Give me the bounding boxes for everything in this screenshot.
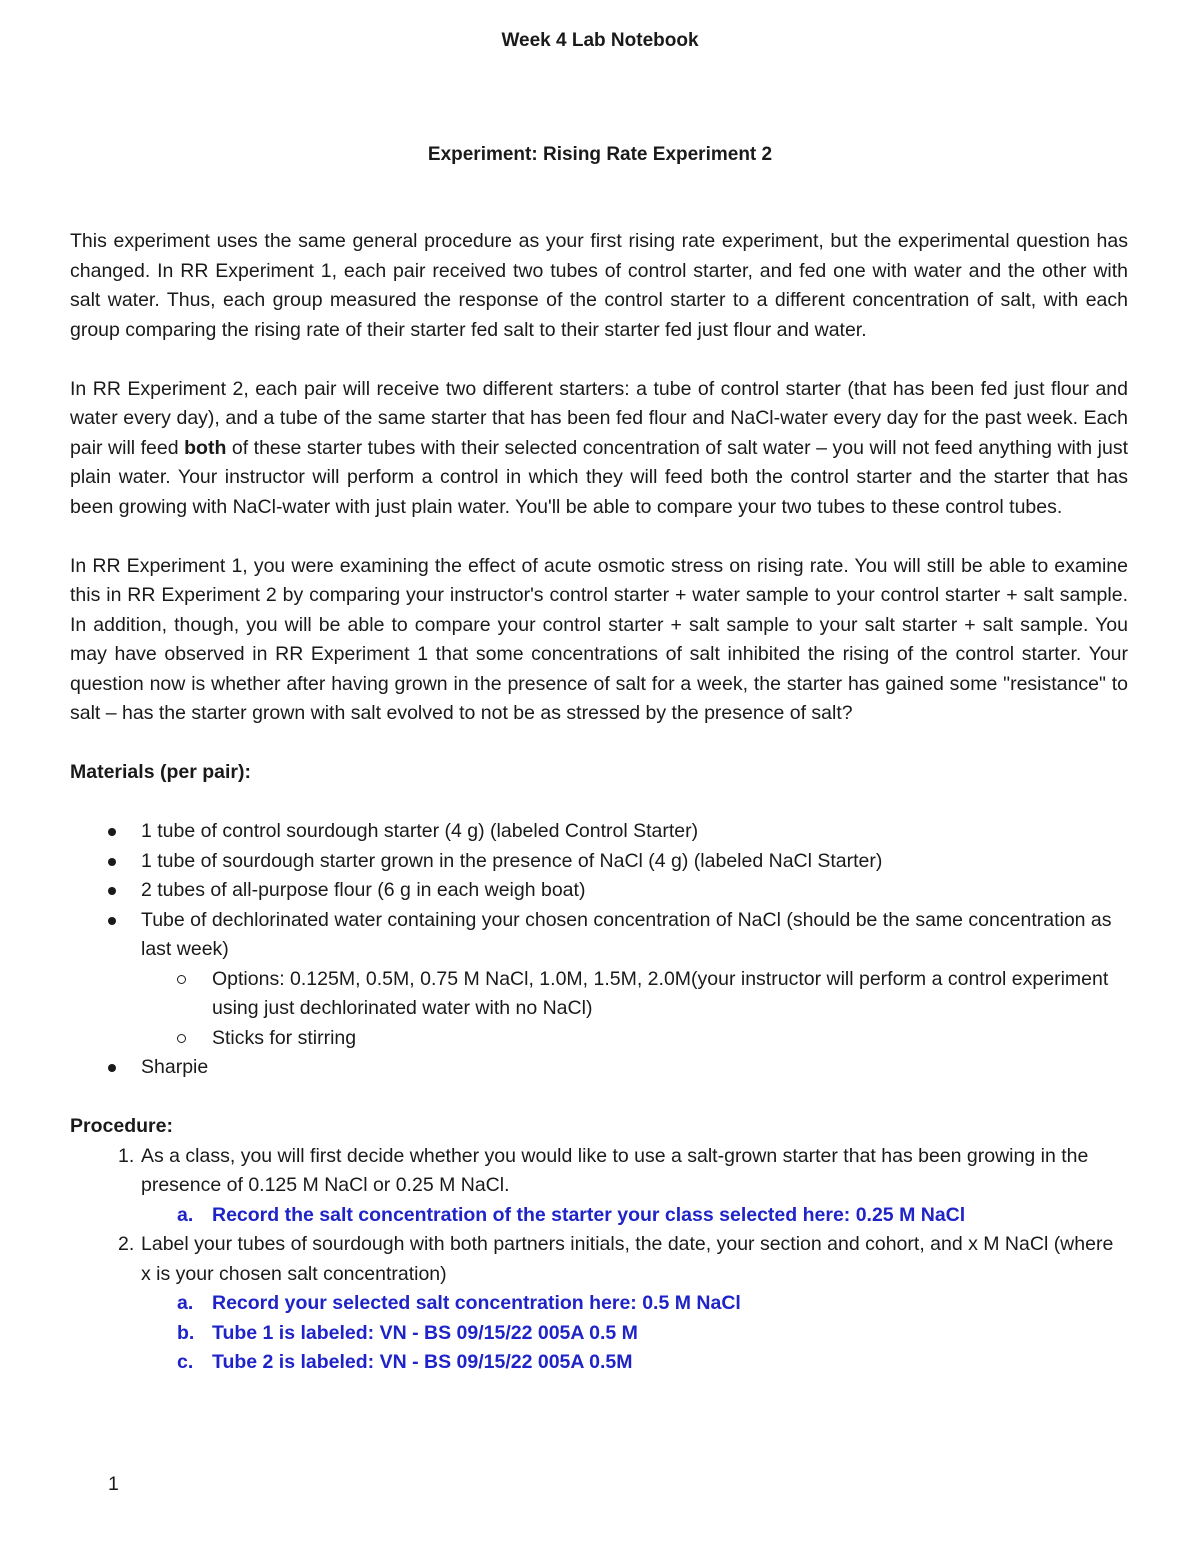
step-text: As a class, you will first decide whether you would like to use a salt-grown starter that has been growing in the presence of 0.125 M NaCl or 0.25 M NaCl. (141, 1144, 1089, 1196)
intro-paragraph-2 (70, 375, 1128, 523)
material-subtext: Options: 0.125M, 0.5M, 0.75 M NaCl, 1.0M, 1.5M, 2.0M(your instructor will perform a control experiment using just dechlorinated water with no NaCl) (212, 967, 1109, 1019)
answer-list (141, 1289, 1128, 1378)
answer-letter: c. (177, 1351, 194, 1373)
list-item (70, 847, 1128, 877)
intro-p2-bold-word: both (184, 436, 227, 459)
page-number: 1 (108, 1473, 119, 1495)
materials-list (70, 817, 1128, 1083)
list-item (141, 1024, 1128, 1054)
intro-p2-text-end: of these starter tubes with their selected concentration of salt water – you will not feed anything with just plain water. Your instructor will perform a control in which they will feed both the control starter and the starter that has been growing with NaCl-water with just plain water. You'll be able to compare your two tubes to these control tubes. (70, 436, 1128, 518)
step-text: Label your tubes of sourdough with both partners initials, the date, your section and cohort, and x M NaCl (where x is your chosen salt concentration) (141, 1233, 1114, 1285)
list-item (70, 1053, 1128, 1083)
procedure-list (70, 1142, 1128, 1378)
document-body (70, 227, 1128, 1378)
material-text: Tube of dechlorinated water containing your chosen concentration of NaCl (should be the same concentration as last week) (141, 908, 1112, 960)
bullet-icon (108, 1064, 116, 1072)
procedure-step (70, 1142, 1128, 1231)
answer-letter: a. (177, 1292, 194, 1314)
answer-letter: b. (177, 1321, 195, 1344)
step-number: 2. (118, 1233, 135, 1255)
procedure-heading: Procedure: (70, 1115, 173, 1137)
materials-heading: Materials (per pair): (70, 761, 251, 783)
answer-text: Tube 1 is labeled: VN - BS 09/15/22 005A 0.5 M (212, 1321, 638, 1344)
intro-paragraph-3: In RR Experiment 1, you were examining the effect of acute osmotic stress on rising rate. You will still be able to examine this in RR Experiment 2 by comparing your instructor's control starter + water sample to your control starter + salt sample. In addition, though, you will be able to compare your control starter + salt sample to your salt starter + salt sample. You may have observed in RR Experiment 1 that some concentrations of salt inhibited the rising of the control starter. Your question now is whether after having grown in the presence of salt for a week, the starter has gained some "resistance" to salt – has the starter grown with salt evolved to not be as stressed by the presence of salt? (70, 554, 1128, 724)
list-item (141, 965, 1128, 1024)
procedure-step (70, 1230, 1128, 1378)
experiment-title: Experiment: Rising Rate Experiment 2 (427, 144, 773, 165)
answer-letter: a. (177, 1203, 194, 1226)
list-item (70, 906, 1128, 1054)
answer-list (141, 1201, 1128, 1231)
list-item (70, 876, 1128, 906)
answer-item (141, 1201, 1128, 1231)
material-text: 2 tubes of all-purpose flour (6 g in each weigh boat) (141, 879, 586, 901)
answer-text: Tube 2 is labeled: VN - BS 09/15/22 005A 0.5M (212, 1351, 633, 1373)
material-subtext: Sticks for stirring (212, 1026, 357, 1049)
answer-text: Record your selected salt concentration here: 0.5 M NaCl (212, 1292, 741, 1314)
answer-item (141, 1319, 1128, 1349)
circle-bullet-icon (177, 975, 186, 984)
bullet-icon (108, 887, 116, 895)
document-title: Week 4 Lab Notebook (501, 30, 699, 51)
answer-text: Record the salt concentration of the starter your class selected here: 0.25 M NaCl (212, 1203, 966, 1226)
materials-sublist (141, 965, 1128, 1054)
bullet-icon (108, 828, 116, 836)
list-item (70, 817, 1128, 847)
intro-paragraph-1: This experiment uses the same general procedure as your first rising rate experiment, but the experimental question has changed. In RR Experiment 1, each pair received two tubes of control starter, and fed one with water and the other with salt water. Thus, each group measured the response of the control starter to a different concentration of salt, with each group comparing the rising rate of their starter fed salt to their starter fed just flour and water. (70, 230, 1128, 341)
material-text: Sharpie (141, 1056, 209, 1078)
bullet-icon (108, 917, 116, 925)
circle-bullet-icon (177, 1034, 186, 1043)
answer-item (141, 1289, 1128, 1319)
answer-item (141, 1348, 1128, 1378)
intro-p2-text-start: In RR Experiment 2, each pair will receive two different starters: a tube of control starter (that has been fed just flour and water every day), and a tube of the same starter that has been fed flour and NaCl-water every day for the past week. Each pair will feed (70, 377, 1128, 459)
bullet-icon (108, 858, 116, 866)
step-number: 1. (118, 1144, 135, 1167)
material-text: 1 tube of sourdough starter grown in the presence of NaCl (4 g) (labeled NaCl Starter) (141, 849, 883, 872)
material-text: 1 tube of control sourdough starter (4 g) (labeled Control Starter) (141, 820, 699, 842)
